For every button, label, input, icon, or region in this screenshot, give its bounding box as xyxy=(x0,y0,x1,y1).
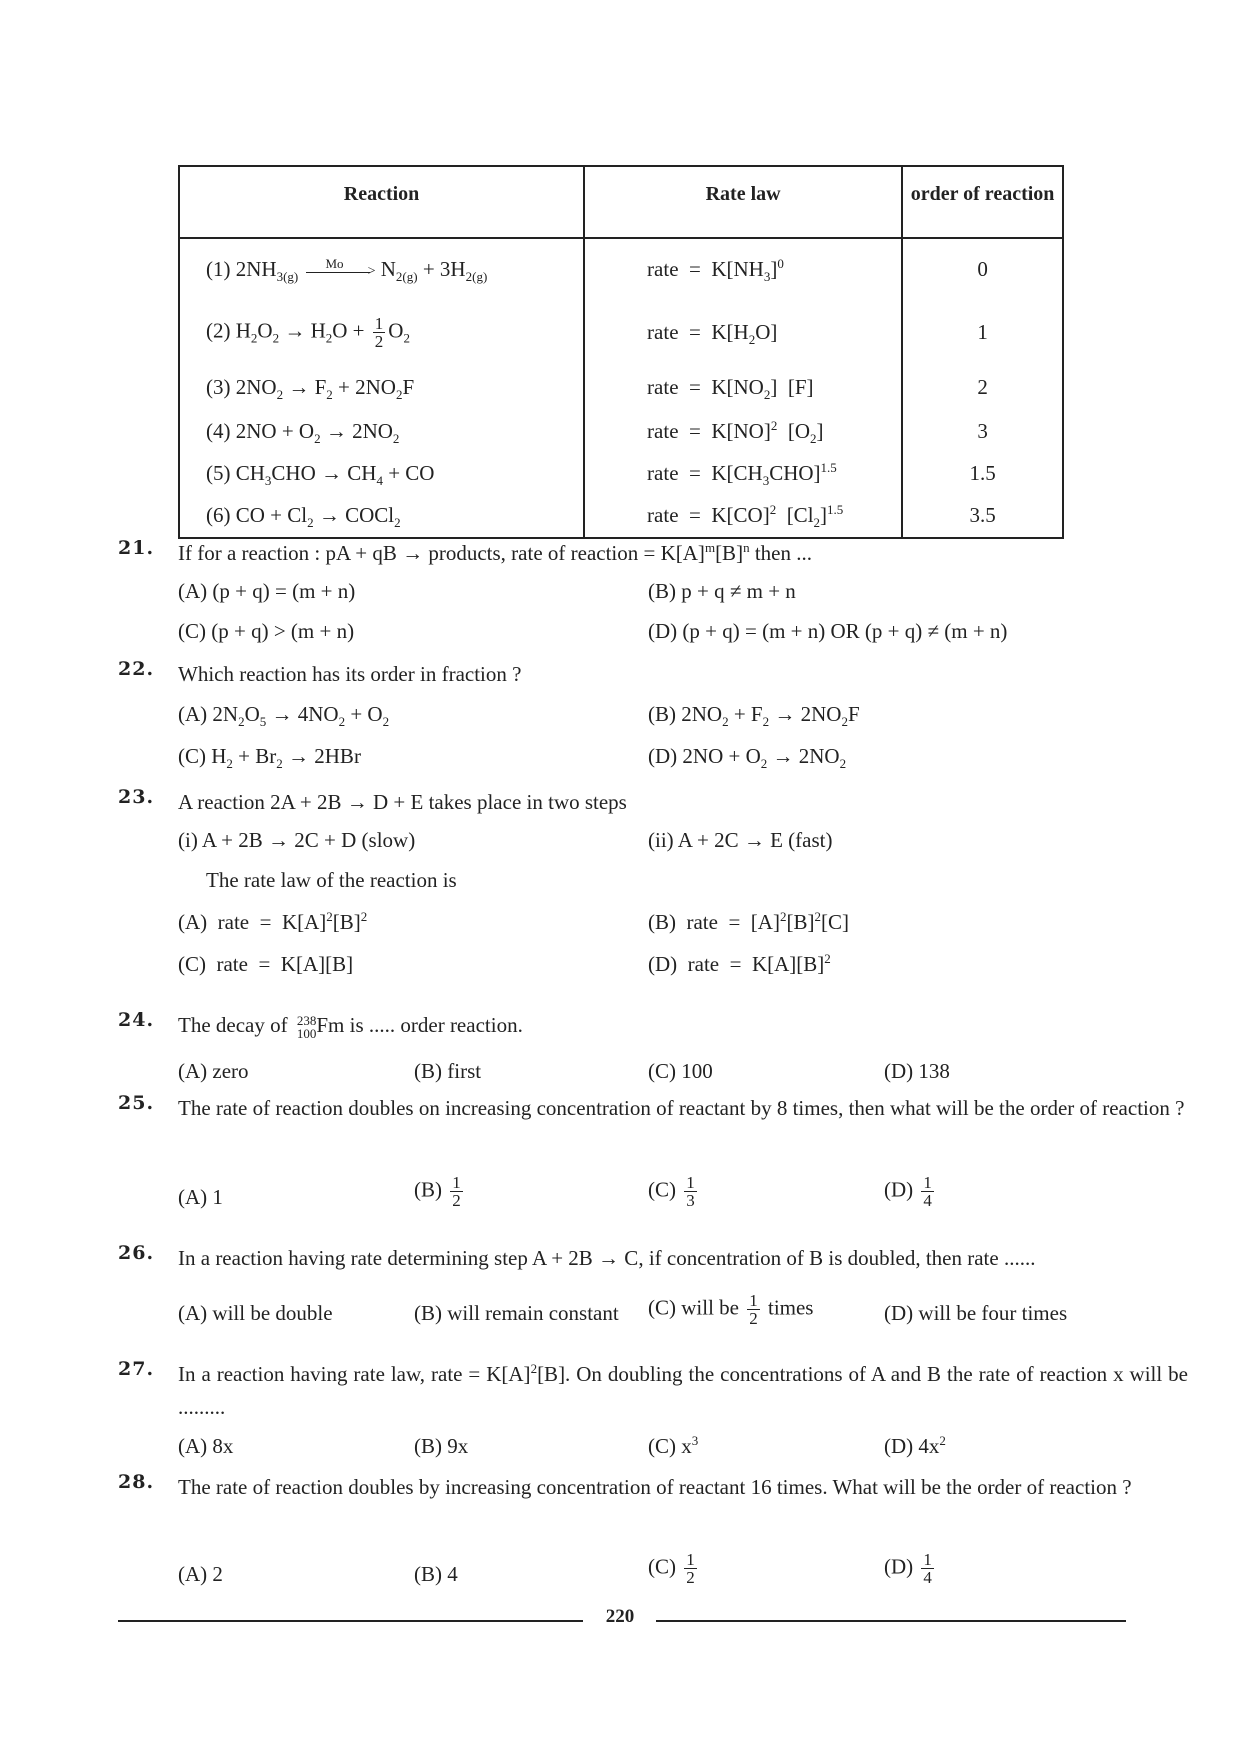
question-text: Which reaction has its order in fraction ? xyxy=(178,662,522,686)
question-subtext: The rate law of the reaction is xyxy=(206,868,457,892)
reaction-6: (6) CO + $Cl_2$ → COCl$_2$ xyxy=(179,494,584,538)
reaction-5: (5) $CH_3CHO \to CH_4$ + CO xyxy=(179,452,584,494)
option-a[interactable]: (A) 1 xyxy=(178,1185,223,1209)
option-a[interactable]: (A) will be double xyxy=(178,1301,333,1325)
rate-law-2: rate = $K[H_2O]$ xyxy=(584,300,902,364)
option-c[interactable]: (C) rate = K[A][B] xyxy=(178,952,354,976)
rate-law-5: rate = $K[CH_3CHO]^{1.5}$ xyxy=(584,452,902,494)
question-text: The rate of reaction doubles on increasing concentration of reactant by 8 times, then what will be the order of reaction ? xyxy=(178,1096,1185,1120)
option-b[interactable]: (B) rate = $[A]^2[B]^2[C]$ xyxy=(648,909,849,934)
option-a[interactable]: (A) 8x xyxy=(178,1434,234,1458)
option-c[interactable]: (C) $\frac{1}{3}$ xyxy=(648,1173,695,1210)
header-rate-law: Rate law xyxy=(584,166,902,238)
question-number: 23. xyxy=(118,786,155,808)
question-text: A reaction 2A + 2B → D + E takes place in two steps xyxy=(178,790,627,814)
order-6: 3.5 xyxy=(902,494,1063,538)
footer-rule-left xyxy=(118,1620,583,1622)
question-number: 25. xyxy=(118,1092,155,1114)
header-order: order of reaction xyxy=(902,166,1063,238)
question-text: The rate of reaction doubles by increasing concentration of reactant 16 times. What will be the order of reaction ? xyxy=(178,1475,1132,1499)
question-text: If for a reaction : pA + qB → products, rate of reaction = $K[A]^m[B]^n$ then ... xyxy=(178,540,812,565)
rate-law-3: rate = $K[NO_2]$ [F] xyxy=(584,364,902,410)
option-c[interactable]: (C) (p + q) > (m + n) xyxy=(178,619,355,643)
option-d[interactable]: (D) $4x^2$ xyxy=(884,1433,946,1458)
option-d[interactable]: (D) 138 xyxy=(884,1059,950,1083)
question-number: 27. xyxy=(118,1358,155,1380)
option-d[interactable]: (D) will be four times xyxy=(884,1301,1068,1325)
order-5: 1.5 xyxy=(902,452,1063,494)
order-4: 3 xyxy=(902,410,1063,452)
rate-law-1: rate = $K[NH_3]^0$ xyxy=(584,238,902,300)
rate-law-6: rate = K[CO]$^2$ $[Cl_2]^{1.5}$ xyxy=(584,494,902,538)
order-3: 2 xyxy=(902,364,1063,410)
reaction-2: (2) $H_2O_2 \to H_2O$ + $\frac{1}{2}$ $O_2$ xyxy=(179,300,584,364)
footer-rule-right xyxy=(656,1620,1126,1622)
reaction-4: (4) $2NO + O_2 \to 2NO_2$ xyxy=(179,410,584,452)
option-c[interactable]: (C) 100 xyxy=(648,1059,713,1083)
question-number: 22. xyxy=(118,658,155,680)
option-d[interactable]: (D) (p + q) = (m + n) OR (p + q) ≠ (m + n) xyxy=(648,619,1008,643)
question-number: 26. xyxy=(118,1242,155,1264)
option-c[interactable]: (C) $\frac{1}{2}$ xyxy=(648,1550,695,1587)
question-number: 28. xyxy=(118,1471,155,1493)
option-b[interactable]: (B) 4 xyxy=(414,1562,458,1586)
question-text: The decay of 238 100 Fm is ..... order reaction. xyxy=(178,1013,523,1042)
option-b[interactable]: (B) $\frac{1}{2}$ xyxy=(414,1173,461,1210)
option-a[interactable]: (A) $2N_2O_5 \to 4NO_2 + O_2$ xyxy=(178,702,390,729)
question-number: 21. xyxy=(118,537,155,559)
rate-law-4: rate = K[NO]$^2$ $[O_2]$ xyxy=(584,410,902,452)
question-number: 24. xyxy=(118,1009,155,1031)
option-b[interactable]: (B) $2NO_2 + F_2 \to 2NO_2F$ xyxy=(648,702,860,729)
header-reaction: Reaction xyxy=(179,166,584,238)
option-b[interactable]: (B) 9x xyxy=(414,1434,469,1458)
catalyst-arrow: Mo > xyxy=(304,262,376,280)
option-d[interactable]: (D) $\frac{1}{4}$ xyxy=(884,1173,932,1210)
option-c[interactable]: (C) will be $\frac{1}{2}$ times xyxy=(648,1291,814,1328)
option-b[interactable]: (B) first xyxy=(414,1059,482,1083)
reaction-3: (3) $2NO_2 \to F_2 + 2NO_2F$ xyxy=(179,364,584,410)
option-a[interactable]: (A) (p + q) = (m + n) xyxy=(178,579,356,603)
nuclide-notation: 238 100 xyxy=(296,1013,317,1042)
option-a[interactable]: (A) 2 xyxy=(178,1562,223,1586)
option-b[interactable]: (B) p + q ≠ m + n xyxy=(648,579,796,603)
option-c[interactable]: (C) $H_2 + Br_2 \to 2HBr$ xyxy=(178,744,361,771)
option-a[interactable]: (A) zero xyxy=(178,1059,249,1083)
reaction-table xyxy=(178,165,1064,539)
reaction-1: (1) $2NH_{3(g)}$ Mo > $N_{2(g)} + 3H_{2(g)}$ xyxy=(179,238,584,300)
option-a[interactable]: (A) rate = $K[A]^2[B]^2$ xyxy=(178,909,368,934)
option-c[interactable]: (C) $x^3$ xyxy=(648,1433,699,1458)
option-b[interactable]: (B) will remain constant xyxy=(414,1301,619,1325)
order-2: 1 xyxy=(902,300,1063,364)
option-d[interactable]: (D) $2NO + O_2 \to 2NO_2$ xyxy=(648,744,847,771)
step-2: (ii) A + 2C → E (fast) xyxy=(648,828,833,852)
option-d[interactable]: (D) $\frac{1}{4}$ xyxy=(884,1550,932,1587)
question-text: In a reaction having rate law, rate = $K[A]^2[B]$. On doubling the concentrations of A and B the rate of reaction x will be ......... xyxy=(178,1361,1188,1419)
page-number: 220 xyxy=(605,1606,635,1627)
order-1: 0 xyxy=(902,238,1063,300)
step-1: (i) A + 2B → 2C + D (slow) xyxy=(178,828,416,852)
option-d[interactable]: (D) rate = $K[A][B]^2$ xyxy=(648,951,831,976)
question-text: In a reaction having rate determining step A + 2B → C, if concentration of B is doubled, then rate ...... xyxy=(178,1246,1036,1270)
